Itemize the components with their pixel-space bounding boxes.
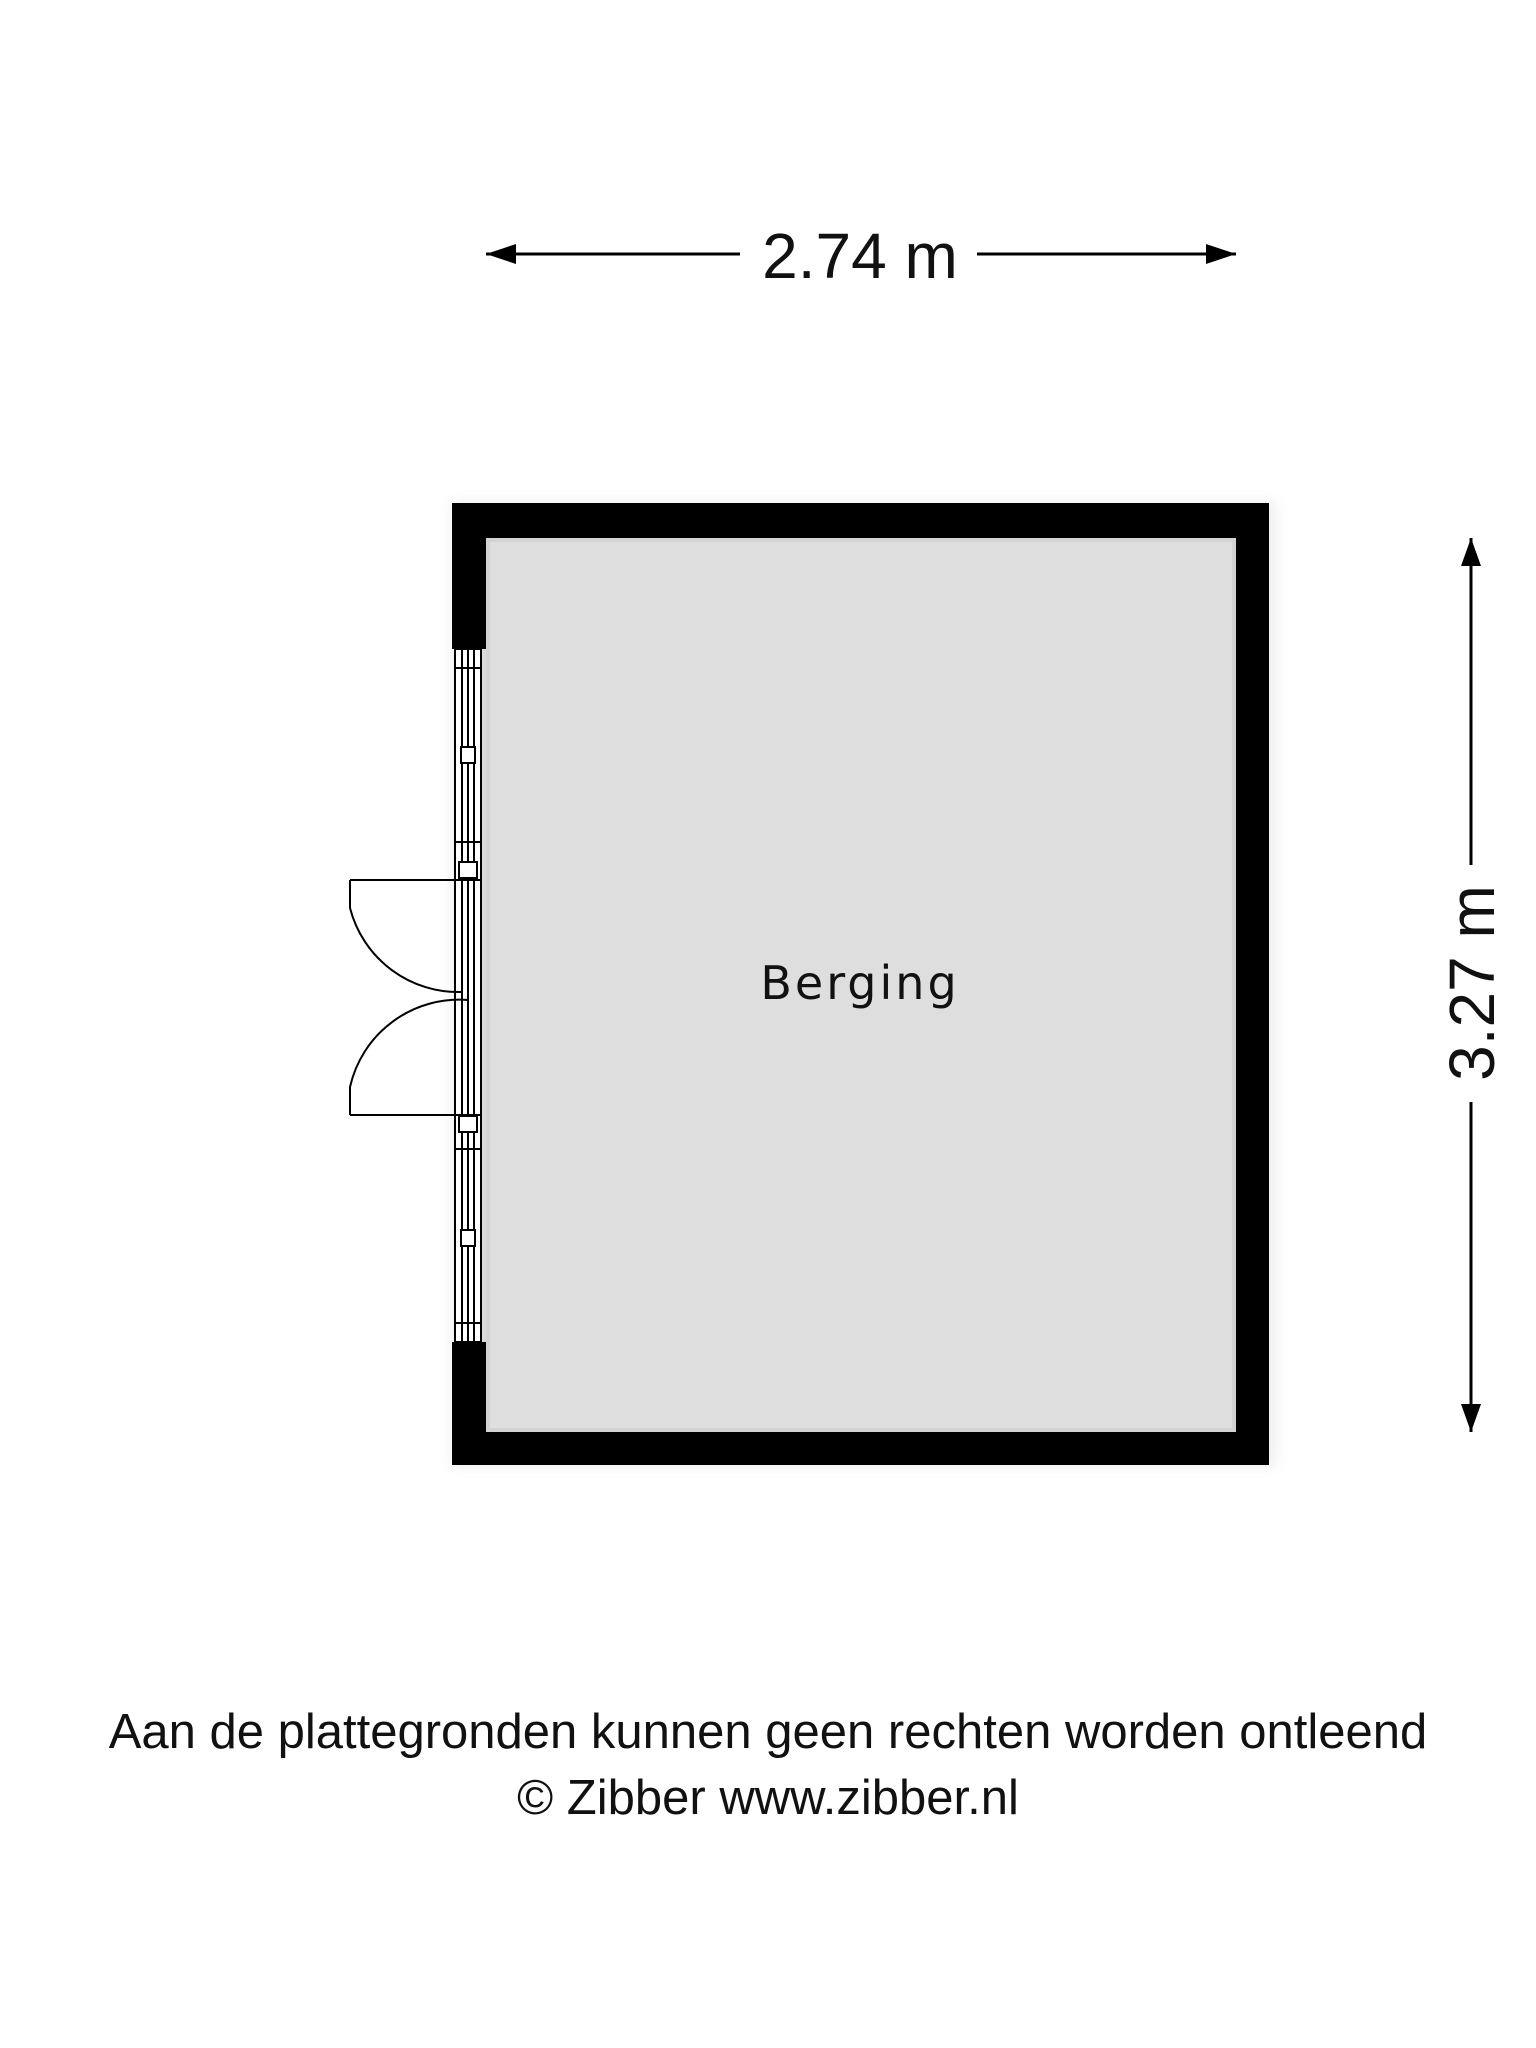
window-hinge-2 [459,862,477,878]
left-wall-window-frame [455,649,481,1342]
wall-left-top [452,503,486,649]
door-swing-lower [350,1000,468,1115]
disclaimer-text: Aan de plattegronden kunnen geen rechten worden ontleend [108,1705,1428,1759]
width-arrow-right [1206,244,1236,264]
wall-left-bottom [452,1342,486,1465]
window-hinge-3 [459,1116,477,1132]
height-label: 3.27 m [1436,885,1508,1081]
width-dimension [486,220,1236,292]
width-arrow-left [486,244,516,264]
wall-right [1236,503,1269,1465]
width-label: 2.74 m [762,220,958,292]
height-arrow-top [1461,538,1481,566]
wall-top [452,503,1269,538]
copyright-text: © Zibber www.zibber.nl [517,1771,1019,1825]
height-arrow-bottom [1461,1404,1481,1432]
window-hinge-4 [461,1230,475,1246]
door-swing-upper [350,880,462,992]
window-hinge-1 [461,747,475,763]
wall-bottom [452,1432,1269,1465]
height-dimension [1436,538,1508,1432]
room-label: Berging [760,956,960,1010]
double-door [350,880,468,1115]
